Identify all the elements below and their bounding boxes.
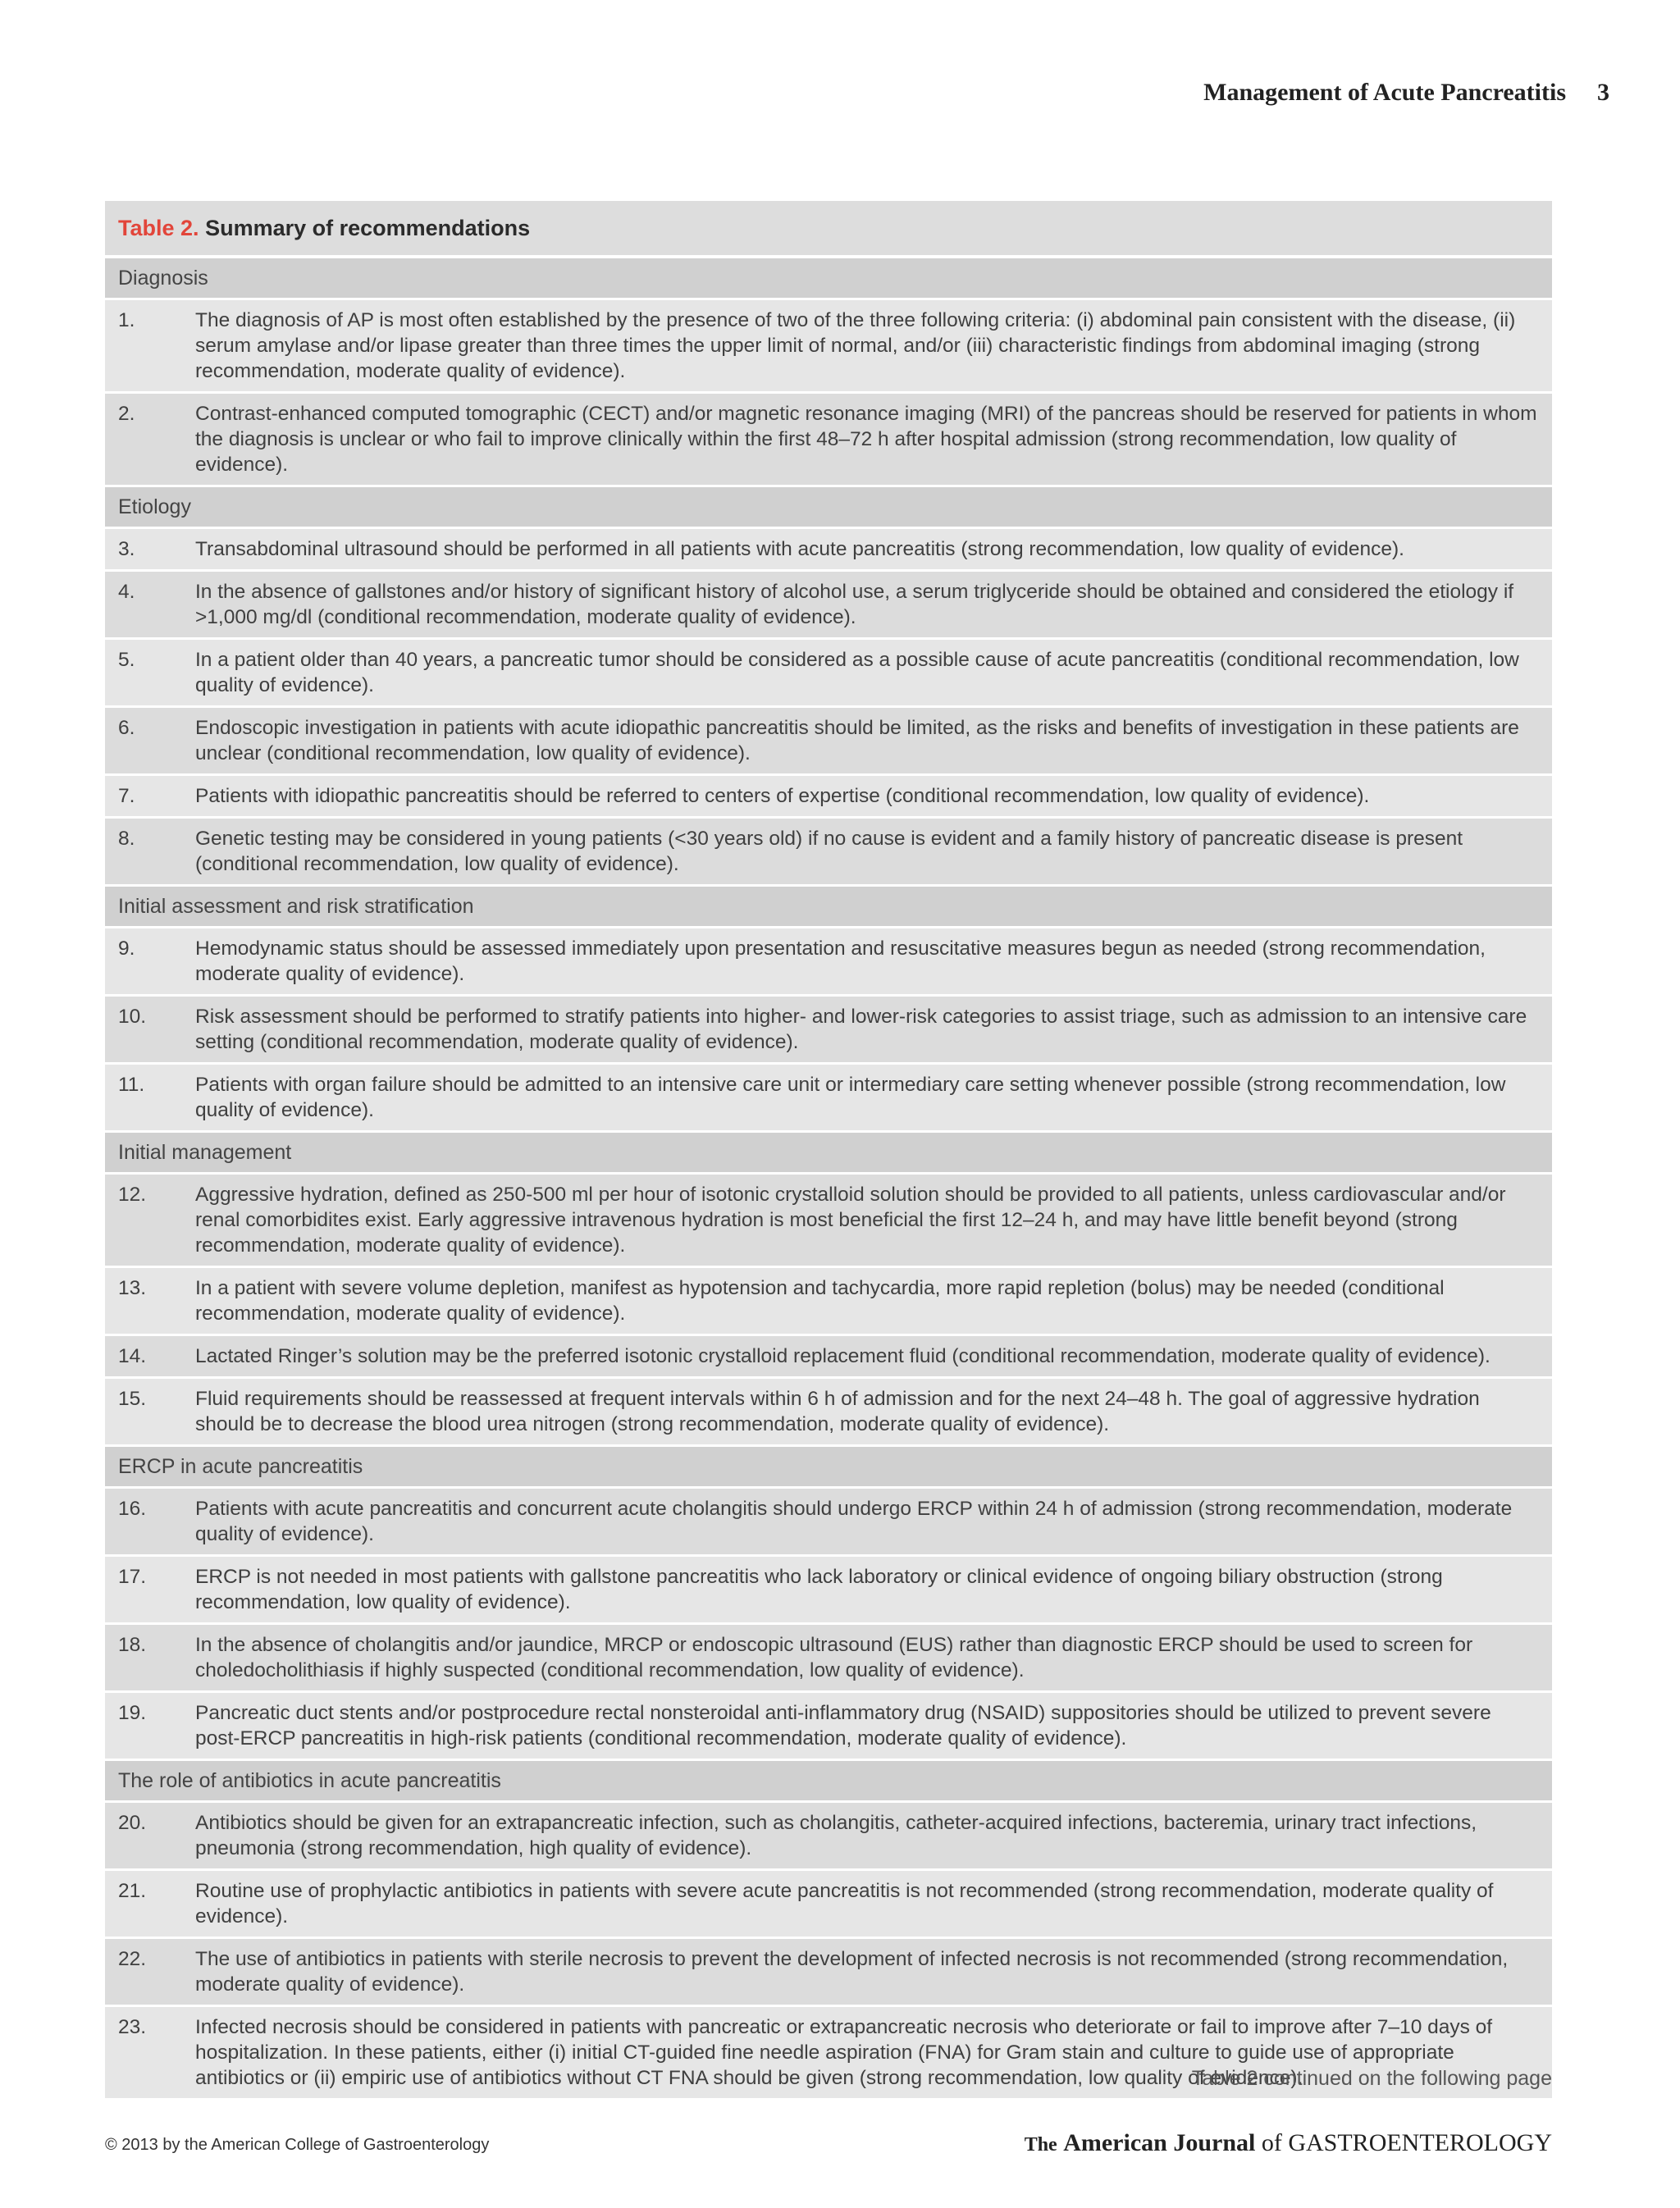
recommendation-number: 1. [118,309,135,331]
recommendation-number: 13. [118,1277,147,1299]
recommendation-text: Transabdominal ultrasound should be performed in all patients with acute pancreatitis (strong recommendation, low quality of evidence). [195,538,1404,560]
recommendation-number: 22. [118,1948,147,1970]
section-header: Initial management [105,1133,1552,1175]
recommendation-row [105,708,1552,776]
recommendation-row [105,1625,1552,1693]
recommendation-text: ERCP is not needed in most patients with gallstone pancreatitis who lack laboratory or clinical evidence of ongoing biliary obstruction (strong recommendation, low quality of evidence). [195,1566,1443,1613]
recommendation-text: Patients with idiopathic pancreatitis should be referred to centers of expertise (conditional recommendation, low quality of evidence). [195,785,1370,807]
recommendation-number: 6. [118,717,135,739]
recommendation-text: The use of antibiotics in patients with sterile necrosis to prevent the development of infected necrosis is not recommended (strong recommendation, moderate quality of evidence). [195,1948,1509,1996]
recommendation-row [105,1939,1552,2007]
recommendation-text: Contrast-enhanced computed tomographic (CECT) and/or magnetic resonance imaging (MRI) of the pancreas should be reserved for patients in whom the diagnosis is unclear or who fail to improve clinically within the first 48–72 h after hospital admission (strong recommendation, low quality of evidence). [195,403,1537,476]
recommendation-text: Patients with organ failure should be admitted to an intensive care unit or intermediary care setting whenever possible (strong recommendation, low quality of evidence). [195,1074,1506,1121]
recommendation-text: Genetic testing may be considered in young patients (<30 years old) if no cause is evident and a family history of pancreatic disease is present (conditional recommendation, low quality of evidence). [195,828,1463,875]
journal-name [1025,2129,1552,2157]
recommendation-text: Endoscopic investigation in patients with acute idiopathic pancreatitis should be limited, as the risks and benefits of investigation in these patients are unclear (conditional recommendation, low quality of evidence). [195,717,1519,764]
recommendation-text: Pancreatic duct stents and/or postprocedure rectal nonsteroidal anti-inflammatory drug (NSAID) suppositories should be utilized to prevent severe post-ERCP pancreatitis in high-risk patients (conditional recommendation, moderate quality of evidence). [195,1702,1491,1750]
section-header: Etiology [105,487,1552,529]
running-header-title: Management of Acute Pancreatitis [1203,79,1566,106]
recommendation-number: 12. [118,1184,147,1206]
recommendation-row [105,1065,1552,1133]
table-body [105,258,1552,2101]
recommendation-text: Risk assessment should be performed to stratify patients into higher- and lower-risk categories to assist triage, such as admission to an intensive care setting (conditional recommendation, moderate quality of evidence). [195,1006,1527,1053]
recommendation-number: 5. [118,649,135,671]
journal-title: GASTROENTEROLOGY [1288,2129,1552,2156]
recommendation-text: Hemodynamic status should be assessed immediately upon presentation and resuscitative measures begun as needed (strong recommendation, moderate quality of evidence). [195,937,1486,985]
recommendation-number: 16. [118,1498,147,1520]
recommendation-text: Lactated Ringer’s solution may be the preferred isotonic crystalloid replacement fluid (conditional recommendation, moderate quality of evidence). [195,1345,1491,1367]
recommendation-text: In the absence of gallstones and/or history of significant history of alcohol use, a serum triglyceride should be obtained and considered the etiology if >1,000 mg/dl (conditional recommendation, moderate quality of evidence). [195,581,1514,628]
recommendation-text: Patients with acute pancreatitis and concurrent acute cholangitis should undergo ERCP within 24 h of admission (strong recommendation, moderate quality of evidence). [195,1498,1513,1545]
recommendation-text: In the absence of cholangitis and/or jaundice, MRCP or endoscopic ultrasound (EUS) rather than diagnostic ERCP should be used to screen for choledocholithiasis if highly suspected (conditional recommendation, low quality of evidence). [195,1634,1473,1681]
recommendation-number: 8. [118,828,135,850]
recommendation-text: Aggressive hydration, defined as 250-500 ml per hour of isotonic crystalloid solution should be provided to all patients, unless cardiovascular and/or renal comorbidites exist. Early aggressive intravenous hydration is most beneficial the first 12–24 h, and may have little benefit beyond (strong recommendation, moderate quality of evidence). [195,1184,1506,1257]
recommendation-number: 18. [118,1634,147,1656]
recommendation-number: 4. [118,581,135,603]
recommendation-number: 7. [118,785,135,807]
recommendation-text: Routine use of prophylactic antibiotics in patients with severe acute pancreatitis is not recommended (strong recommendation, moderate quality of evidence). [195,1880,1494,1927]
recommendation-row [105,1489,1552,1557]
recommendation-row [105,776,1552,819]
recommendation-row [105,928,1552,997]
table-label: Table 2. [118,216,199,240]
recommendation-text: Fluid requirements should be reassessed at frequent intervals within 6 h of admission and for the next 24–48 h. The goal of aggressive hydration should be to decrease the blood urea nitrogen (strong recommendation, moderate quality of evidence). [195,1388,1480,1435]
recommendation-number: 17. [118,1566,147,1588]
recommendation-row [105,1803,1552,1871]
recommendation-number: 23. [118,2016,147,2038]
page-number: 3 [1597,79,1609,106]
journal-american-journal: American Journal [1063,2129,1256,2156]
journal-of: of [1261,2129,1282,2156]
recommendation-number: 14. [118,1345,147,1367]
section-header: ERCP in acute pancreatitis [105,1447,1552,1489]
copyright: © 2013 by the American College of Gastroenterology [105,2136,490,2154]
recommendation-number: 10. [118,1006,147,1028]
section-header: The role of antibiotics in acute pancreatitis [105,1761,1552,1803]
recommendation-row [105,997,1552,1065]
recommendation-number: 21. [118,1880,147,1902]
recommendation-row [105,819,1552,887]
journal-the: The [1024,2134,1057,2156]
recommendation-row [105,572,1552,640]
recommendation-number: 9. [118,937,135,960]
recommendations-table [105,201,1552,2101]
table-title-text: Summary of recommendations [205,216,531,240]
recommendation-row [105,1379,1552,1447]
recommendation-row [105,394,1552,487]
recommendation-row [105,640,1552,708]
recommendation-number: 2. [118,403,135,425]
recommendation-text: Antibiotics should be given for an extrapancreatic infection, such as cholangitis, catheter-acquired infections, bacteremia, urinary tract infections, pneumonia (strong recommendation, high quality of evidence). [195,1812,1477,1859]
recommendation-row [105,1175,1552,1268]
recommendation-text: Infected necrosis should be considered in patients with pancreatic or extrapancreatic necrosis who deteriorate or fail to improve after 7–10 days of hospitalization. In these patients, either (i) initial CT-guided fine needle aspiration (FNA) for Gram stain and culture to guide use of appropriate antibiotics or (ii) empiric use of antibiotics without CT FNA should be given (strong recommendation, low quality of evidence). [195,2016,1493,2089]
table-title [105,201,1552,258]
recommendation-row [105,1268,1552,1336]
section-header: Initial assessment and risk stratification [105,887,1552,928]
recommendation-row [105,1557,1552,1625]
recommendation-row [105,1336,1552,1379]
recommendation-number: 19. [118,1702,147,1724]
recommendation-row [105,300,1552,394]
section-header: Diagnosis [105,258,1552,300]
recommendation-row [105,1693,1552,1761]
recommendation-number: 3. [118,538,135,560]
recommendation-text: The diagnosis of AP is most often established by the presence of two of the three following criteria: (i) abdominal pain consistent with the disease, (ii) serum amylase and/or lipase greater than three times the upper limit of normal, and/or (iii) characteristic findings from abdominal imaging (strong recommendation, moderate quality of evidence). [195,309,1516,382]
table-continued-note: Table 2 continued on the following page [1191,2067,1552,2090]
recommendation-row [105,1871,1552,1939]
recommendation-number: 15. [118,1388,147,1410]
recommendation-row [105,529,1552,572]
recommendation-text: In a patient with severe volume depletion, manifest as hypotension and tachycardia, more rapid repletion (bolus) may be needed (conditional recommendation, moderate quality of evidence). [195,1277,1445,1325]
recommendation-number: 20. [118,1812,147,1834]
recommendation-text: In a patient older than 40 years, a pancreatic tumor should be considered as a possible cause of acute pancreatitis (conditional recommendation, low quality of evidence). [195,649,1519,696]
recommendation-number: 11. [118,1074,145,1096]
running-header [1203,79,1609,107]
